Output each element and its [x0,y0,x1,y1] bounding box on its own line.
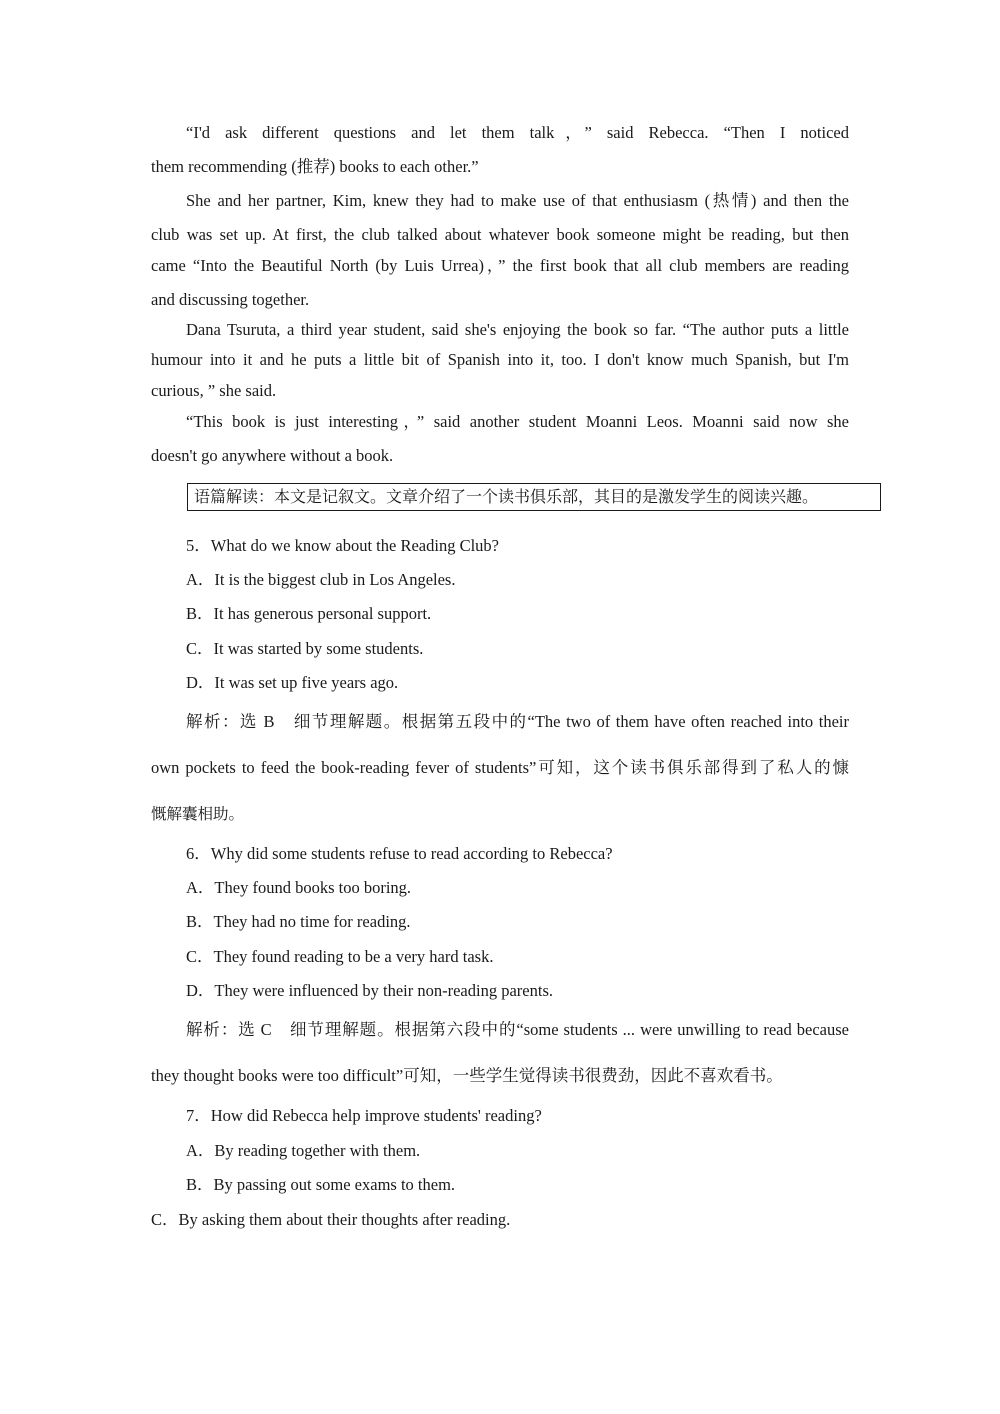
passage-line: them recommending (推荐) books to each other.” [151,157,479,176]
option: C．By asking them about their thoughts after reading. [151,1210,511,1229]
option: A．By reading together with them. [186,1141,421,1160]
option: D．It was set up five years ago. [186,673,399,692]
passage-line: club was set up. At first, the club talked about whatever book someone might be reading, but then [151,225,849,244]
passage-line: curious, ” she said. [151,381,277,400]
option: B．It has generous personal support. [186,604,432,623]
question-stem: 7．How did Rebecca help improve students' reading? [186,1106,542,1125]
passage-line: came “Into the Beautiful North (by Luis Urrea)，” the first book that all club members are reading [151,256,849,275]
option: A．It is the biggest club in Los Angeles. [186,570,456,589]
passage-line: She and her partner, Kim, knew they had to make use of that enthusiasm (热情) and then the [186,191,849,210]
option: A．They found books too boring. [186,878,412,897]
passage-line: Dana Tsuruta, a third year student, said she's enjoying the book so far. “The author puts a little [186,320,849,339]
explanation-line: 慨解囊相助。 [151,805,245,823]
question-stem: 5．What do we know about the Reading Club? [186,536,499,555]
option: C．They found reading to be a very hard task. [186,947,494,966]
passage-line: “This book is just interesting，” said another student Moanni Leos. Moanni said now she [186,412,849,431]
passage-line: “I'd ask different questions and let them talk，” said Rebecca. “Then I noticed [186,123,849,142]
passage-line: humour into it and he puts a little bit of Spanish into it, too. I don't know much Spanish, but I'm [151,350,849,369]
option: B．By passing out some exams to them. [186,1175,456,1194]
passage-line: and discussing together. [151,290,310,309]
explanation-line: 解析：选 C 细节理解题。根据第六段中的“some students ... were unwilling to read because [186,1020,849,1039]
option: B．They had no time for reading. [186,912,411,931]
explanation-line: own pockets to feed the book-reading fever of students”可知，这个读书俱乐部得到了私人的慷 [151,758,849,777]
passage-line: doesn't go anywhere without a book. [151,446,394,465]
summary-box: 语篇解读：本文是记叙文。文章介绍了一个读书俱乐部，其目的是激发学生的阅读兴趣。 [187,483,881,511]
option: C．It was started by some students. [186,639,424,658]
question-stem: 6．Why did some students refuse to read according to Rebecca? [186,844,613,863]
explanation-line: 解析：选 B 细节理解题。根据第五段中的“The two of them have often reached into their [186,712,849,731]
explanation-line: they thought books were too difficult”可知，一些学生觉得读书很费劲，因此不喜欢看书。 [151,1066,783,1085]
option: D．They were influenced by their non-reading parents. [186,981,553,1000]
